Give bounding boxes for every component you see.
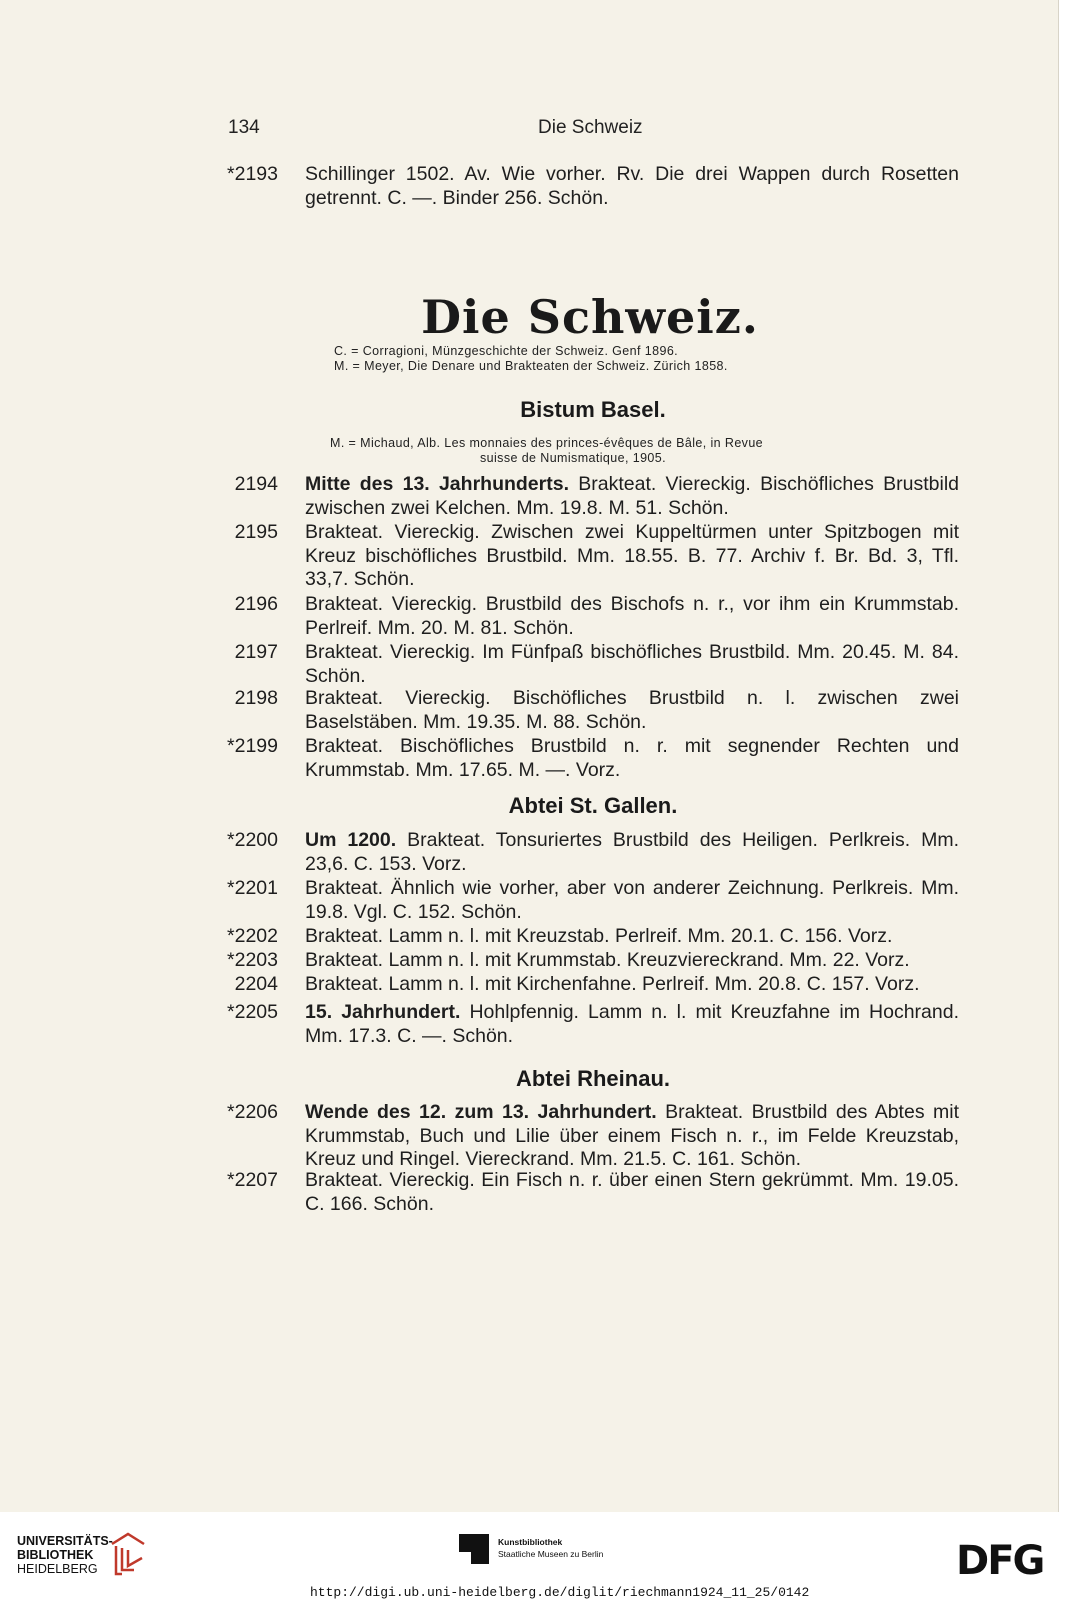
entry-text — [305, 593, 959, 640]
page-number: 134 — [228, 117, 260, 138]
library-name-line: HEIDELBERG — [17, 1562, 98, 1576]
entry-text — [305, 687, 959, 734]
library-logo — [17, 1534, 113, 1576]
entry-text — [305, 829, 959, 876]
entry-description: Brakteat. Viereckig. Bischöfliches Brustbild zwischen zwei Kelchen. Mm. 19.8. M. 51. Schön. — [305, 473, 959, 519]
entry-description: Brakteat. Lamm n. l. mit Kirchenfahne. Perlreif. Mm. 20.8. C. 157. Vorz. — [305, 973, 920, 995]
entry-description: Brakteat. Lamm n. l. mit Kreuzstab. Perlreif. Mm. 20.1. C. 156. Vorz. — [305, 925, 893, 947]
entry-description: Brakteat. Brustbild des Abtes mit Krummstab, Buch und Lilie über einem Fisch n. r., im Felde Kreuzstab, Kreuz und Ringel. Viereckrand. Mm. 21.5. C. 161. Schön. — [305, 1101, 959, 1170]
section-title: Abtei St. Gallen. — [508, 793, 678, 818]
source-url: http://digi.ub.uni-heidelberg.de/diglit/riechmann1924_11_25/0142 — [310, 1585, 810, 1600]
entry-text — [305, 1001, 959, 1048]
entry-number: 2194 — [234, 473, 278, 495]
entry-number: *2200 — [227, 829, 278, 851]
entry-date-heading: 15. Jahrhundert. — [305, 1001, 461, 1023]
abbreviation-line: M. = Meyer, Die Denare und Brakteaten der Schweiz. Zürich 1858. — [334, 359, 728, 373]
entry-date-heading: Mitte des 13. Jahrhunderts. — [305, 473, 569, 495]
entry-text — [305, 973, 959, 997]
entry-number: 2196 — [234, 593, 278, 615]
abbreviation-line: C. = Corragioni, Münzgeschichte der Schweiz. Genf 1896. — [334, 344, 679, 358]
entry-description: Brakteat. Ähnlich wie vorher, aber von anderer Zeichnung. Perlkreis. Mm. 19.8. Vgl. C. 152. Schön. — [305, 877, 959, 923]
kb-subtitle: Staatliche Museen zu Berlin — [498, 1549, 604, 1559]
entry-text — [305, 641, 959, 688]
entry-description: Brakteat. Bischöfliches Brustbild n. r. mit segnender Rechten und Krummstab. Mm. 17.65. M. —. Vorz. — [305, 735, 959, 781]
entry-text — [305, 925, 959, 949]
entry-text — [305, 735, 959, 782]
entry-number: *2202 — [227, 925, 278, 947]
section-title: Abtei Rheinau. — [515, 1066, 670, 1091]
entry-description: Brakteat. Tonsuriertes Brustbild des Heiligen. Perlkreis. Mm. 23,6. C. 153. Vorz. — [305, 829, 959, 875]
dfg-logo: DFG — [956, 1538, 1044, 1584]
footer-bar — [0, 1512, 1074, 1603]
entry-number: 2204 — [234, 973, 278, 995]
entry-description: Brakteat. Viereckig. Brustbild des Bischofs n. r., vor ihm ein Krummstab. Perlreif. Mm. 20. M. 81. Schön. — [305, 593, 959, 639]
entry-text — [305, 473, 959, 520]
entry-description: Brakteat. Viereckig. Bischöfliches Brustbild n. l. zwischen zwei Baselstäben. Mm. 19.35. M. 88. Schön. — [305, 687, 959, 733]
entry-number: 2195 — [234, 521, 278, 543]
entry-date-heading: Wende des 12. zum 13. Jahrhundert. — [305, 1101, 657, 1123]
entry-description: Brakteat. Viereckig. Im Fünfpaß bischöfliches Brustbild. Mm. 20.45. M. 84. Schön. — [305, 641, 959, 687]
running-title: Die Schweiz — [538, 117, 643, 138]
entry-description: Brakteat. Lamm n. l. mit Krummstab. Kreuzviereckrand. Mm. 22. Vorz. — [305, 949, 910, 971]
entry-number: 2198 — [234, 687, 278, 709]
entry-text — [305, 877, 959, 924]
entry-date-heading: Um 1200. — [305, 829, 397, 851]
entry-number: *2199 — [227, 735, 278, 757]
entry-text — [305, 1101, 959, 1172]
entry-number: 2197 — [234, 641, 278, 663]
chapter-title: Die Schweiz. — [421, 290, 759, 344]
kb-title: Kunstbibliothek — [498, 1537, 563, 1547]
entry-number: *2207 — [227, 1169, 278, 1191]
entry-text — [305, 949, 959, 973]
library-name-line: UNIVERSITÄTS- — [17, 1534, 113, 1548]
entry-number: *2193 — [227, 163, 278, 185]
entry-text: Schillinger 1502. Av. Wie vorher. Rv. Die drei Wappen durch Rosetten getrennt. C. —. Binder 256. Schön. — [305, 163, 959, 209]
kunstbibliothek-label — [498, 1536, 603, 1560]
section-note: M. = Michaud, Alb. Les monnaies des princes-évêques de Bâle, in Revue — [330, 436, 764, 450]
kunstbibliothek-logo-icon — [459, 1534, 489, 1564]
entry-description: Brakteat. Viereckig. Ein Fisch n. r. über einen Stern gekrümmt. Mm. 19.05. C. 166. Schön. — [305, 1169, 959, 1215]
entry-number: *2203 — [227, 949, 278, 971]
library-emblem-icon — [108, 1530, 148, 1578]
entry-number: *2201 — [227, 877, 278, 899]
entry-text — [305, 1169, 959, 1216]
entry-number: *2206 — [227, 1101, 278, 1123]
section-title: Bistum Basel. — [520, 397, 666, 422]
entry-description: Hohlpfennig. Lamm n. l. mit Kreuzfahne im Hochrand. Mm. 17.3. C. —. Schön. — [305, 1001, 959, 1047]
entry-number: *2205 — [227, 1001, 278, 1023]
section-note: suisse de Numismatique, 1905. — [480, 451, 666, 465]
entry-text — [305, 521, 959, 592]
library-name-line: BIBLIOTHEK — [17, 1548, 94, 1562]
entry-description: Brakteat. Viereckig. Zwischen zwei Kuppeltürmen unter Spitzbogen mit Kreuz bischöfliches Brustbild. Mm. 18.55. B. 77. Archiv f. Br. Bd. 3, Tfl. 33,7. Schön. — [305, 521, 959, 590]
